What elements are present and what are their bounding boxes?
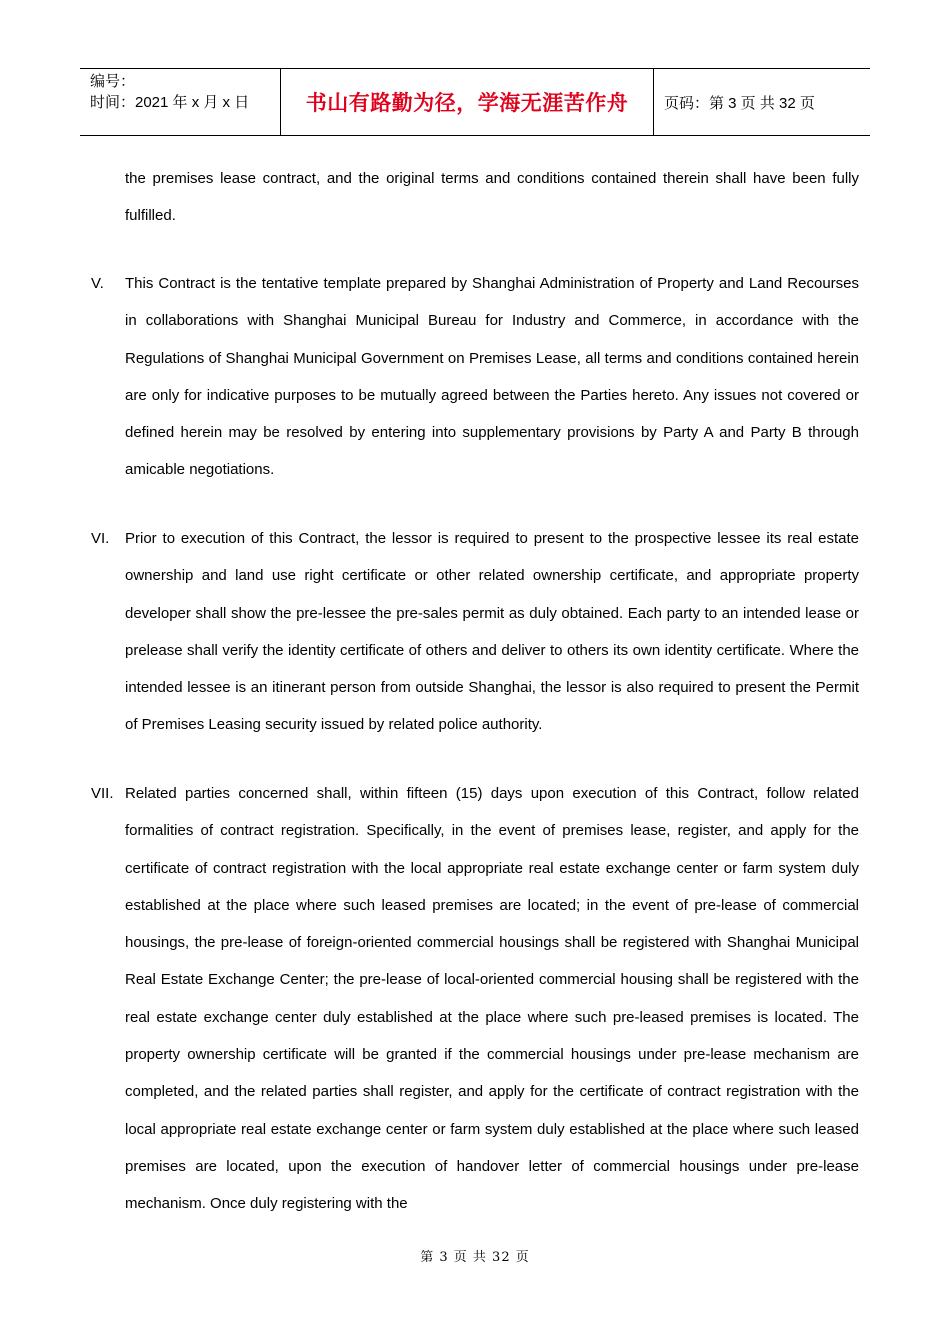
document-number-label: 编号： [90,73,136,90]
continuation-paragraph: the premises lease contract, and the original terms and conditions contained therein shall have been fully fulfilled. [125,170,859,225]
header-motto: 书山有路勤为径，学海无涯苦作舟 [305,91,629,115]
section-text-v: This Contract is the tentative template prepared by Shanghai Administration of Property and Land Recourses in collaborations with Shanghai Municipal Bureau for Industry and Commerce, in accordance with the Regulations of Shanghai Municipal Government on Premises Lease, all terms and conditions contained herein are only for indicative purposes to be mutually agreed between the Parties hereto. Any issues not covered or defined herein may be resolved by entering into supplementary provisions by Party A and Party B through amicable negotiations. [125,275,859,479]
page-header [80,68,870,136]
section-numeral-vii: VII. [91,785,114,802]
header-meta-cell [80,69,281,135]
section-text-vii: Related parties concerned shall, within fifteen (15) days upon execution of this Contract, follow related formalities of contract registration. Specifically, in the event of premises lease, register, and apply for the certificate of contract registration with the local appropriate real estate exchange center or farm system duly established at the place where such leased premises are located; in the event of pre-lease of commercial housings, the pre-lease of foreign-oriented commercial housings shall be registered with Shanghai Municipal Real Estate Exchange Center; the pre-lease of local-oriented commercial housing shall be registered with the real estate exchange center duly established at the place where such pre-leased premises is located. The property ownership certificate will be granted if the commercial housings under pre-lease mechanism are completed, and the related parties shall register, and apply for the certificate of contract registration with the local appropriate real estate exchange center or farm system duly established at the place where such leased premises are located, upon the execution of handover letter of commercial housings under pre-lease mechanism. Once duly registering with the [125,785,859,1213]
section-numeral-v: V. [91,275,104,292]
section-numeral-vi: VI. [91,530,110,547]
section-text-vi: Prior to execution of this Contract, the lessor is required to present to the prospective lessee its real estate ownership and land use right certificate or other related ownership certificate, and appropriate property developer shall show the pre-lessee the pre-sales permit as duly obtained. Each party to an intended lease or prelease shall verify the identity certificate of others and deliver to others its own identity certificate. Where the intended lessee is an itinerant person from outside Shanghai, the lessor is also required to present the Permit of Premises Leasing security issued by related police authority. [125,530,859,734]
document-date-label: 时间：2021 年 x 月 x 日 [90,94,250,111]
header-motto-cell [281,69,654,135]
header-page-label: 页码：第 3 页 共 32 页 [664,94,815,112]
header-page-cell [654,69,870,135]
page-footer: 第 3 页 共 32 页 [420,1250,530,1265]
